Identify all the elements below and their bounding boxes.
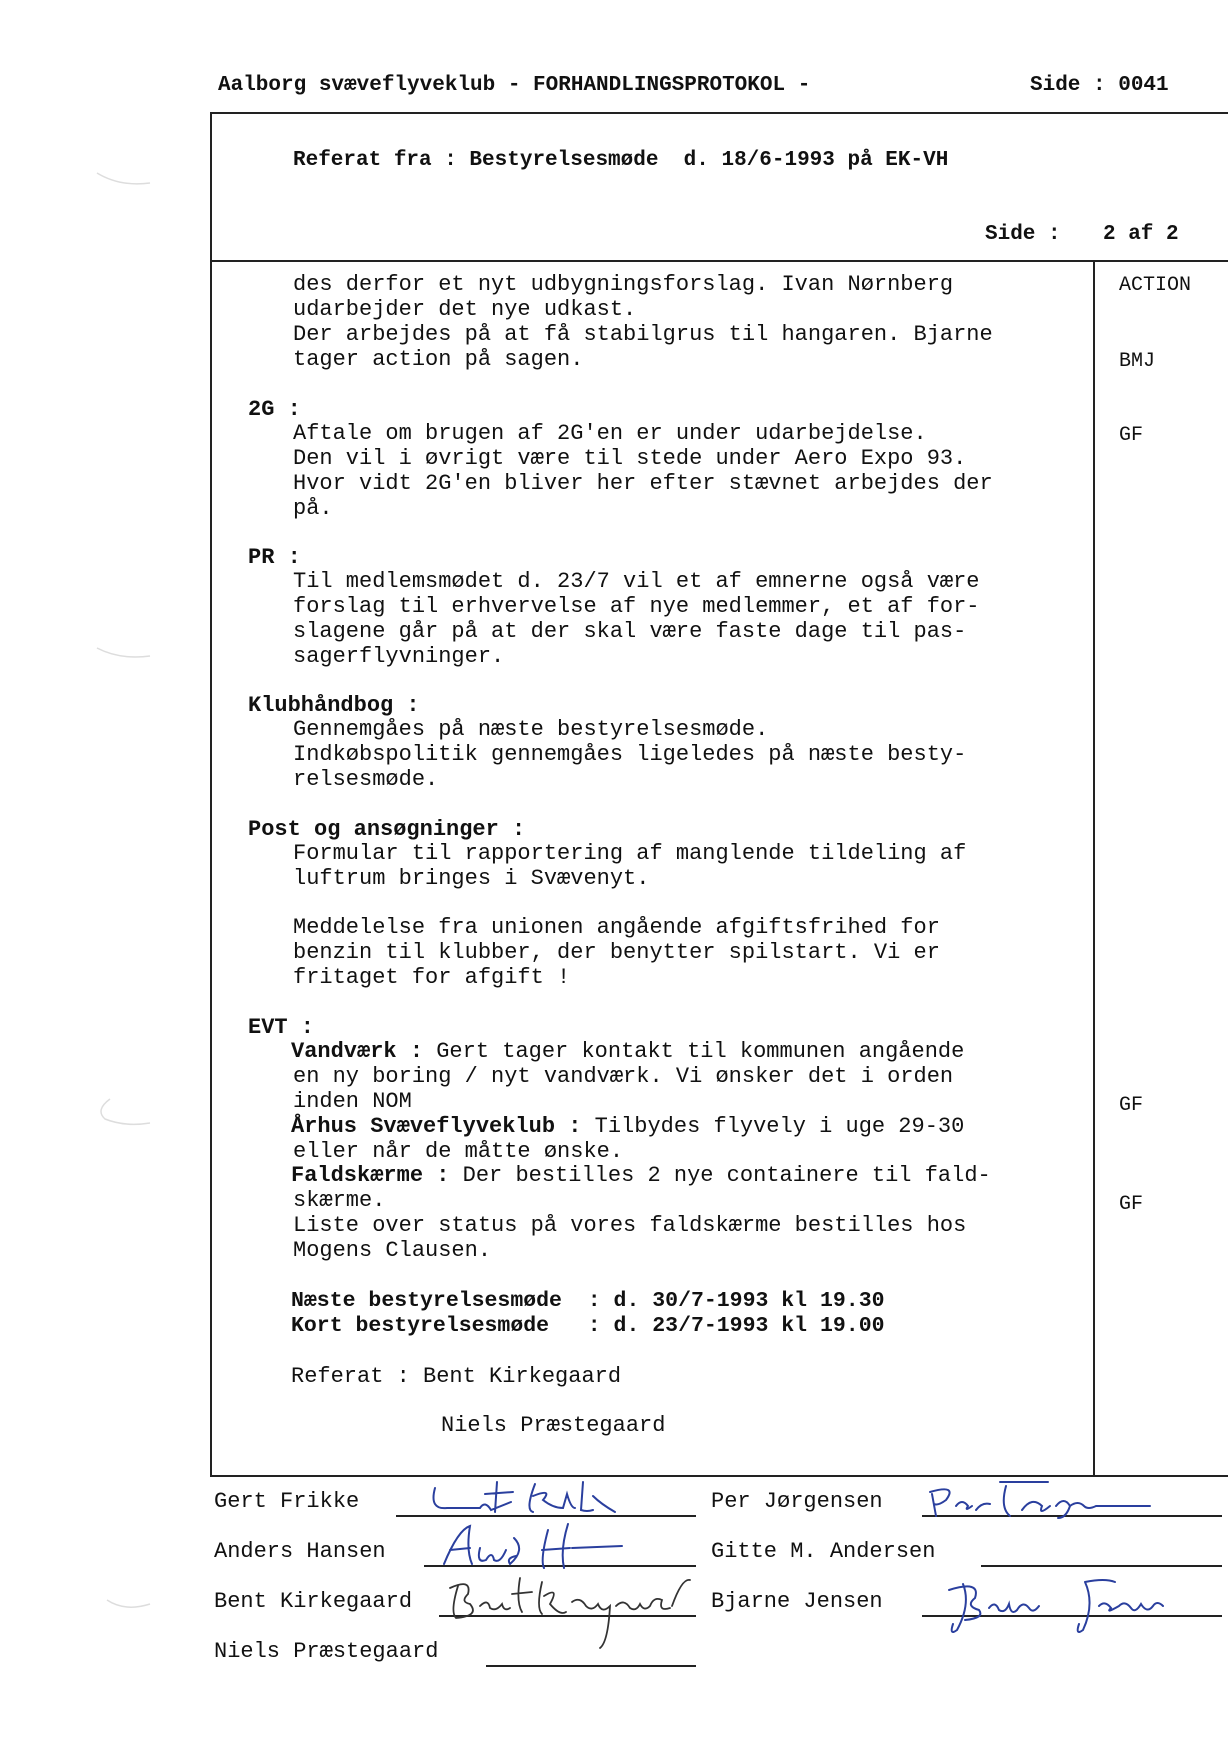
body-line-vandvaerk [291, 1040, 964, 1065]
body-line: benzin til klubber, der benytter spilstart. Vi er [293, 940, 940, 965]
signature-line [981, 1565, 1222, 1567]
signature-bent-kirkegaard [440, 1572, 710, 1652]
referat-by-second: Niels Præstegaard [441, 1413, 666, 1438]
action-gf: GF [1119, 424, 1144, 447]
body-line: Indkøbspolitik gennemgåes ligeledes på næste besty- [293, 742, 967, 767]
signature-per-jorgensen [920, 1476, 1180, 1526]
body-line: Formular til rapportering af manglende tildeling af [293, 841, 967, 866]
next-meeting: Næste bestyrelsesmøde : d. 30/7-1993 kl 19.30 [291, 1289, 885, 1313]
signature-gert-frikke [425, 1478, 645, 1523]
body-line: inden NOM [293, 1089, 412, 1114]
meeting-side-value: 2 af 2 [1103, 223, 1179, 246]
action-bmj: BMJ [1119, 350, 1156, 373]
body-line-faldskaerme [291, 1164, 991, 1189]
short-meeting: Kort bestyrelsesmøde : d. 23/7-1993 kl 19.00 [291, 1314, 885, 1338]
body-line: Mogens Clausen. [293, 1238, 492, 1263]
body-line: på. [293, 496, 333, 521]
action-gf: GF [1119, 1094, 1144, 1117]
item-text: Tilbydes flyvely i uge 29-30 [581, 1114, 965, 1139]
body-line: Gennemgåes på næste bestyrelsesmøde. [293, 717, 769, 742]
section-heading-2g: 2G : [248, 397, 301, 422]
action-column-header: ACTION [1119, 274, 1192, 297]
body-line: tager action på sagen. [293, 347, 584, 372]
referat-by: Referat : Bent Kirkegaard [291, 1364, 622, 1389]
signature-label-per: Per Jørgensen [711, 1489, 883, 1514]
header-divider [210, 260, 1228, 262]
body-line: sagerflyvninger. [293, 644, 505, 669]
action-gf: GF [1119, 1193, 1144, 1216]
item-label-arhus: Århus Svæveflyveklub : [291, 1114, 582, 1139]
signature-label-gert: Gert Frikke [214, 1489, 360, 1514]
scan-mark [95, 165, 155, 195]
body-line: Til medlemsmødet d. 23/7 vil et af emnerne også være [293, 569, 980, 594]
signature-label-niels: Niels Præstegaard [214, 1639, 439, 1664]
section-heading-pr: PR : [248, 545, 301, 570]
protocol-title: Aalborg svæveflyveklub - FORHANDLINGSPROTOKOL - [218, 74, 811, 97]
signature-anders-hansen [436, 1520, 636, 1572]
section-heading-klubhaandbog: Klubhåndbog : [248, 693, 420, 718]
body-line: fritaget for afgift ! [293, 965, 571, 990]
body-line: Hvor vidt 2G'en bliver her efter stævnet arbejdes der [293, 471, 993, 496]
body-line: luftrum bringes i Svævenyt. [293, 866, 650, 891]
signature-label-anders: Anders Hansen [214, 1539, 386, 1564]
item-text: Der bestilles 2 nye containere til fald- [449, 1163, 991, 1188]
body-line: relsesmøde. [293, 767, 439, 792]
scan-mark [95, 640, 155, 670]
body-line: en ny boring / nyt vandværk. Vi ønsker det i orden [293, 1064, 954, 1089]
body-line: eller når de måtte ønske. [293, 1139, 624, 1164]
body-line: Den vil i øvrigt være til stede under Aero Expo 93. [293, 446, 967, 471]
body-line: Liste over status på vores faldskærme bestilles hos [293, 1213, 967, 1238]
section-heading-evt: EVT : [248, 1015, 315, 1040]
body-line: des derfor et nyt udbygningsforslag. Ivan Nørnberg [293, 272, 954, 297]
meeting-side-label: Side : [985, 223, 1061, 246]
body-line: forslag til erhvervelse af nye medlemmer, et af for- [293, 594, 980, 619]
body-line: Meddelelse fra unionen angående afgiftsfrihed for [293, 915, 940, 940]
body-line: Aftale om brugen af 2G'en er under udarbejdelse. [293, 421, 927, 446]
signature-bjarne-jensen [935, 1574, 1195, 1644]
meeting-title: Referat fra : Bestyrelsesmøde d. 18/6-1993 på EK-VH [293, 149, 949, 172]
body-line: skærme. [293, 1188, 386, 1213]
item-text: Gert tager kontakt til kommunen angående [423, 1039, 965, 1064]
item-label-faldskaerme: Faldskærme : [291, 1163, 450, 1188]
signature-line [486, 1665, 696, 1667]
item-label-vandvaerk: Vandværk : [291, 1039, 424, 1064]
scan-mark [105, 1590, 155, 1620]
body-line: Der arbejdes på at få stabilgrus til hangaren. Bjarne [293, 322, 993, 347]
signature-label-bent: Bent Kirkegaard [214, 1589, 413, 1614]
body-line-arhus [291, 1115, 964, 1140]
body-line: udarbejder det nye udkast. [293, 297, 637, 322]
signature-label-gitte: Gitte M. Andersen [711, 1539, 936, 1564]
body-line: slagene går på at der skal være faste dage til pas- [293, 619, 967, 644]
protocol-page-number: Side : 0041 [1030, 74, 1169, 97]
signature-label-bjarne: Bjarne Jensen [711, 1589, 883, 1614]
action-column-divider [1093, 262, 1095, 1475]
section-heading-post: Post og ansøgninger : [248, 817, 526, 842]
scan-mark [95, 1095, 155, 1135]
